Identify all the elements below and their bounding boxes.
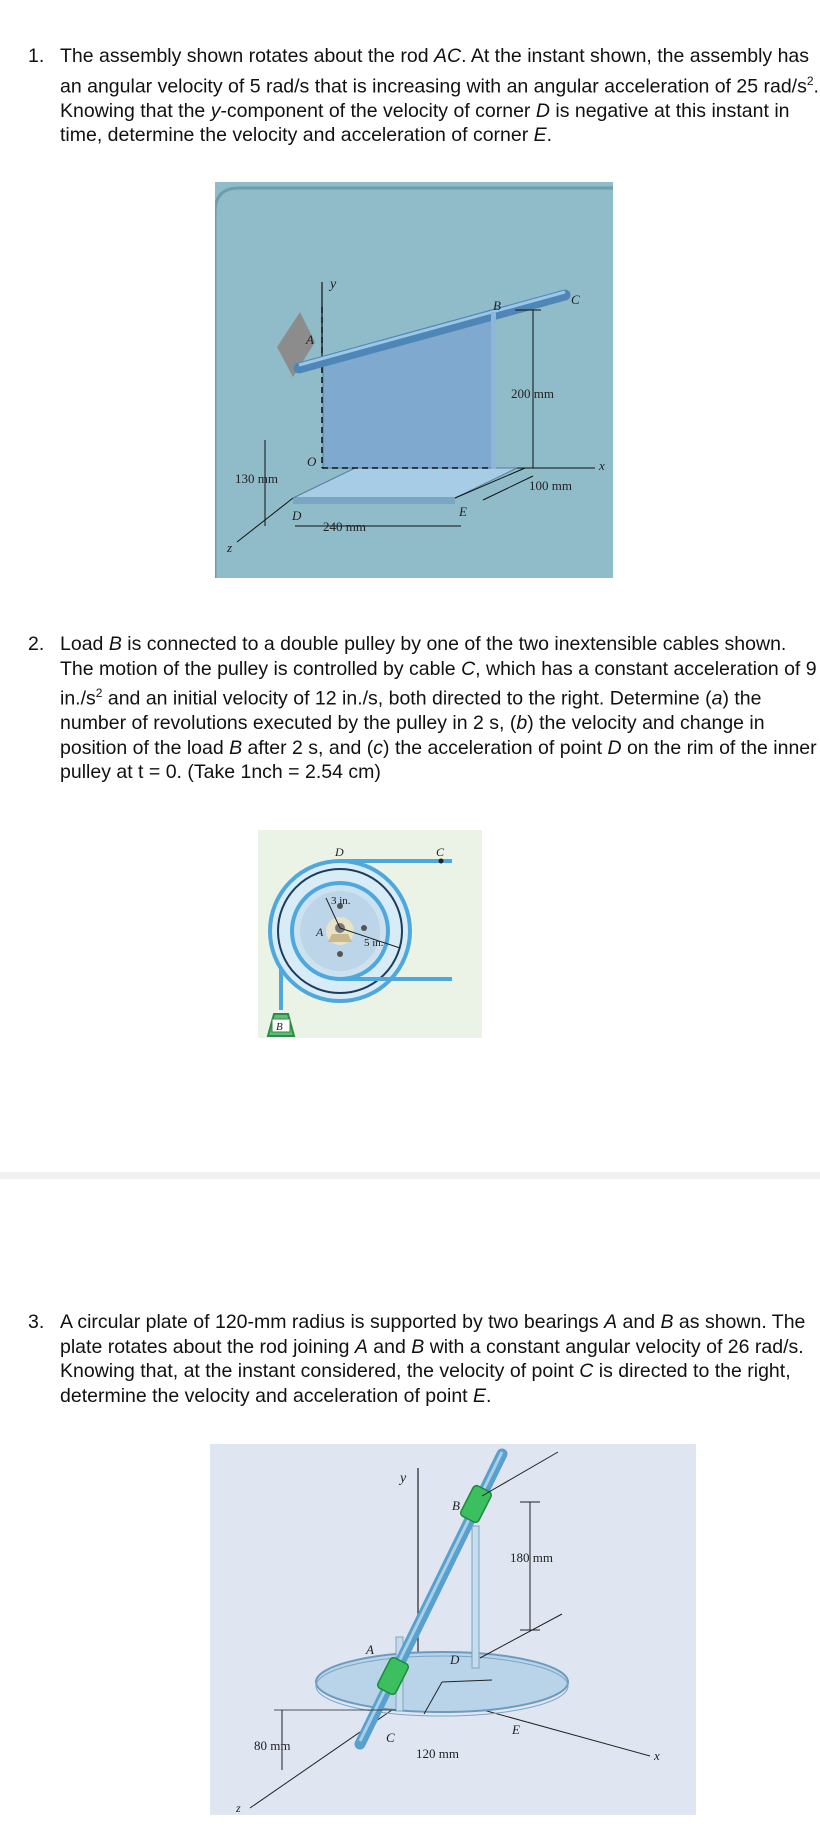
label-A: A	[366, 1642, 374, 1657]
problem-3	[28, 1310, 820, 1408]
label-C: C	[571, 292, 580, 307]
dim-100-mm: 100 mm	[529, 478, 572, 493]
problem-number: 2.	[28, 633, 45, 655]
label-A: A	[316, 925, 324, 939]
label-E: E	[459, 504, 467, 519]
dim-240-mm: 240 mm	[323, 519, 366, 534]
problem-2	[28, 632, 820, 785]
dim-200-mm: 200 mm	[511, 386, 554, 401]
label-x: x	[654, 1748, 660, 1763]
label-C: C	[436, 845, 445, 859]
label-z: z	[227, 540, 233, 555]
label-D: D	[335, 845, 344, 859]
figure-1-assembly	[215, 182, 613, 578]
dim-180-mm: 180 mm	[510, 1550, 553, 1565]
problem-number: 1.	[28, 45, 45, 67]
label-z: z	[236, 1801, 241, 1815]
label-y: y	[330, 277, 337, 292]
label-B: B	[493, 298, 501, 313]
problem-text: The assembly shown rotates about the rod AC. At the instant shown, the assembly has an angular velocity of 5 rad/s that is increasing with an angular acceleration of 25 rad/$s^2$. Knowing that the y-component of the velocity of corner D is negative at this instant in time, determine the velocity and acceleration of corner E.	[60, 45, 819, 146]
problem-text: Load B is connected to a double pulley by one of the two inextensible cables shown. The motion of the pulley is controlled by cable C, which has a constant acceleration of 9 $in./s^2$ and an initial velocity of 12 in./s, both directed to the right. Determine (a) the number of revolutions executed by the pulley in 2 s, (b) the velocity and change in position of the load B after 2 s, and (c) the acceleration of point D on the rim of the inner pulley at t = 0. (Take 1nch = 2.54 cm)	[60, 633, 817, 783]
dim-130-mm: 130 mm	[235, 471, 278, 486]
dim-80-mm: 80 mm	[254, 1738, 291, 1753]
label-B: B	[452, 1498, 460, 1513]
label-E: E	[512, 1722, 520, 1737]
section-divider	[0, 1172, 820, 1179]
label-y: y	[400, 1471, 407, 1486]
label-O: O	[307, 454, 317, 469]
dim-5-in: 5 in.	[364, 937, 384, 949]
label-D: D	[450, 1652, 460, 1667]
problem-1	[28, 44, 820, 148]
label-D: D	[292, 508, 302, 523]
dim-3-in: 3 in.	[331, 895, 351, 907]
problem-text: A circular plate of 120-mm radius is supported by two bearings A and B as shown. The plate rotates about the rod joining A and B with a constant angular velocity of 26 rad/s. Knowing that, at the instant considered, the velocity of point C is directed to the right, determine the velocity and acceleration of point E.	[60, 1311, 806, 1407]
problem-number: 3.	[28, 1311, 45, 1333]
dim-120-mm: 120 mm	[416, 1746, 459, 1761]
figure-3-circular-plate	[210, 1444, 696, 1815]
label-B: B	[276, 1021, 283, 1033]
figure-2-pulley	[258, 830, 482, 1038]
label-C: C	[386, 1730, 395, 1745]
label-A: A	[306, 332, 314, 347]
label-x: x	[599, 458, 605, 473]
